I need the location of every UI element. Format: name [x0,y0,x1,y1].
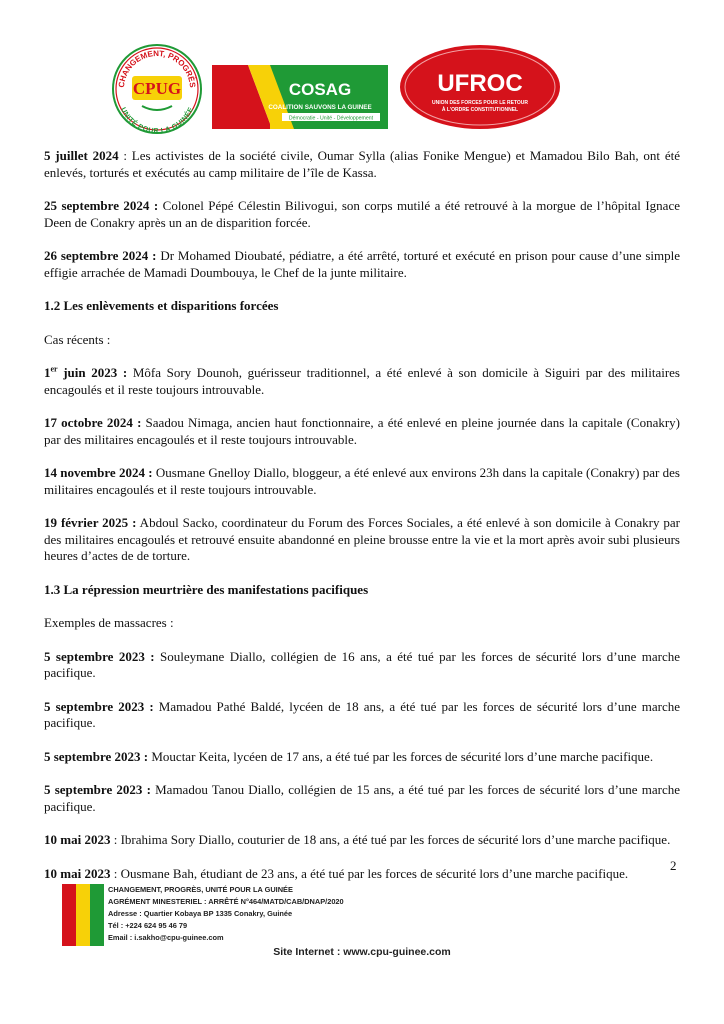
date-label: 10 mai 2023 [44,832,111,847]
svg-text:UFROC: UFROC [437,70,523,97]
paragraph-text: Saadou Nimaga, ancien haut fonctionnaire, a été enlevé en pleine journée dans la capitale (Conakry) par des militaires encagoulés et il reste toujours introuvable. [44,415,680,447]
date-label: 5 septembre 2023 : [44,748,149,764]
paragraph-massacre [44,699,680,732]
date-label: 5 septembre 2023 : [44,648,155,664]
paragraph-text: Souleymane Diallo, collégien de 16 ans, a été tué par les forces de sécurité lors d’une marche pacifique. [44,648,680,680]
svg-text:À L'ORDRE CONSTITUTIONNEL: À L'ORDRE CONSTITUTIONNEL [441,107,519,113]
date-label: 5 septembre 2023 : [44,782,151,797]
footer-address: Adresse : Quartier Kobaya BP 1335 Conakry, Guinée [108,909,293,918]
section-heading-1-3: 1.3 La répression meurtrière des manifestations pacifiques [44,581,369,597]
svg-text:CHANGEMENT, PROGRÈS: CHANGEMENT, PROGRÈS [116,48,198,89]
paragraph-massacre [44,649,680,682]
date-label: 1er juin 2023 : [44,364,128,380]
footer-agrement: AGRÉMENT MINESTERIEL : ARRÊTÉ N°464/MATD/CAB/DNAP/2020 [108,897,344,906]
paragraph-massacre [44,832,680,849]
paragraph-massacre [44,782,680,815]
separator: : [110,865,121,881]
svg-text:COALITION SAUVONS LA GUINEE: COALITION SAUVONS LA GUINEE [268,104,372,111]
section-intro: Exemples de massacres : [44,615,174,630]
paragraph-text: Abdoul Sacko, coordinateur du Forum des Forces Sociales, a été enlevé à son domicile à Conakry par des militaires encagoulés et retrouvé ensuite abandonné en pleine brousse entre la vie et la mort après avoir subi plusieurs heures d’actes de de torture. [44,515,680,563]
separator: : [118,148,132,163]
paragraph-text: Colonel Pépé Célestin Bilivogui, son corps mutilé a été retrouvé à la morgue de l’hôpital Ignace Deen de Conakry après un an de disparition forcée. [44,198,680,230]
svg-text:Démocratie - Unité - Développe: Démocratie - Unité - Développement [288,115,374,122]
paragraph-text: Mamadou Tanou Diallo, collégien de 15 ans, a été tué par les forces de sécurité lors d’une marche pacifique. [44,782,680,814]
date-label: 10 mai 2023 [44,865,111,881]
svg-text:COSAG: COSAG [288,80,352,99]
date-label: 17 octobre 2024 : [44,415,142,430]
date-label: 5 juillet 2024 [44,148,119,163]
date-label: 19 février 2025 : [44,515,137,530]
footer-org-name: CHANGEMENT, PROGRÈS, UNITÉ POUR LA GUINÉE [108,885,293,894]
paragraph-text: Môfa Sory Dounoh, guérisseur traditionnel, a été enlevé à son domicile à Siguiri par des militaires encagoulés et il reste toujours introuvable. [44,365,680,397]
paragraph-text: Ousmane Bah, étudiant de 23 ans, a été tué par les forces de sécurité lors d’une marche pacifique. [120,865,629,881]
paragraph-25-septembre-2024 [44,198,680,231]
section-heading-1-2: 1.2 Les enlèvements et disparitions forcées [44,298,279,313]
footer-phone: Tél : +224 624 95 46 79 [108,921,188,930]
paragraph-text: Ousmane Gnelloy Diallo, bloggeur, a été enlevé aux environs 23h dans la capitale (Conakry) par des militaires encagoulés et il reste toujours introuvable. [44,465,680,497]
paragraph-text: Ibrahima Sory Diallo, couturier de 18 ans, a été tué par les forces de sécurité lors d’une marche pacifique. [120,832,671,847]
date-label: 5 septembre 2023 : [44,698,154,714]
paragraph-17-octobre-2024 [44,415,680,448]
guinea-flag-icon [62,884,104,946]
svg-text:UNION DES FORCES POUR LE RETOU: UNION DES FORCES POUR LE RETOUR [431,100,529,106]
date-label: 25 septembre 2024 : [44,198,159,213]
paragraph-26-septembre-2024 [44,248,680,281]
svg-text:CPUG: CPUG [132,79,182,98]
header-logos [0,40,724,132]
separator: : [110,832,121,847]
page-number: 2 [670,858,677,873]
paragraph-5-juillet-2024 [44,148,680,181]
footer-contact [108,884,344,944]
paragraph-massacre [44,749,680,766]
paragraph-text: Mouctar Keita, lycéen de 17 ans, a été tué par les forces de sécurité lors d’une marche pacifique. [148,748,654,764]
paragraph-text: Les activistes de la société civile, Oumar Sylla (alias Fonike Mengue) et Mamadou Bilo Bah, ont été enlevés, torturés et exécutés au camp militaire de l’île de Kassa. [44,148,680,180]
paragraph-massacre [44,866,680,883]
paragraph-text: Dr Mohamed Dioubaté, pédiatre, a été arrêté, torturé et exécuté en prison pour cause d’une simple effigie arrachée de Mamadi Doumbouya, le Chef de la junte militaire. [44,248,681,280]
date-label: 26 septembre 2024 : [44,248,157,263]
section-intro: Cas récents : [44,331,111,347]
svg-text:UNITÉ POUR LA GUINÉE: UNITÉ POUR LA GUINÉE [119,106,195,134]
ufroc-logo [399,44,561,130]
footer-website[interactable]: Site Internet : www.cpu-guinee.com [273,946,451,958]
footer-email: Email : i.sakho@cpu-guinee.com [108,933,224,942]
document-body [44,148,680,899]
cosag-logo [212,65,388,129]
paragraph-text: Mamadou Pathé Baldé, lycéen de 18 ans, a été tué par les forces de sécurité lors d’une marche pacifique. [44,698,680,730]
date-label: 14 novembre 2024 : [44,465,153,480]
cpug-logo [112,44,202,134]
paragraph-1er-juin-2023 [44,365,680,398]
paragraph-14-novembre-2024 [44,465,680,498]
paragraph-19-fevrier-2025 [44,515,680,565]
